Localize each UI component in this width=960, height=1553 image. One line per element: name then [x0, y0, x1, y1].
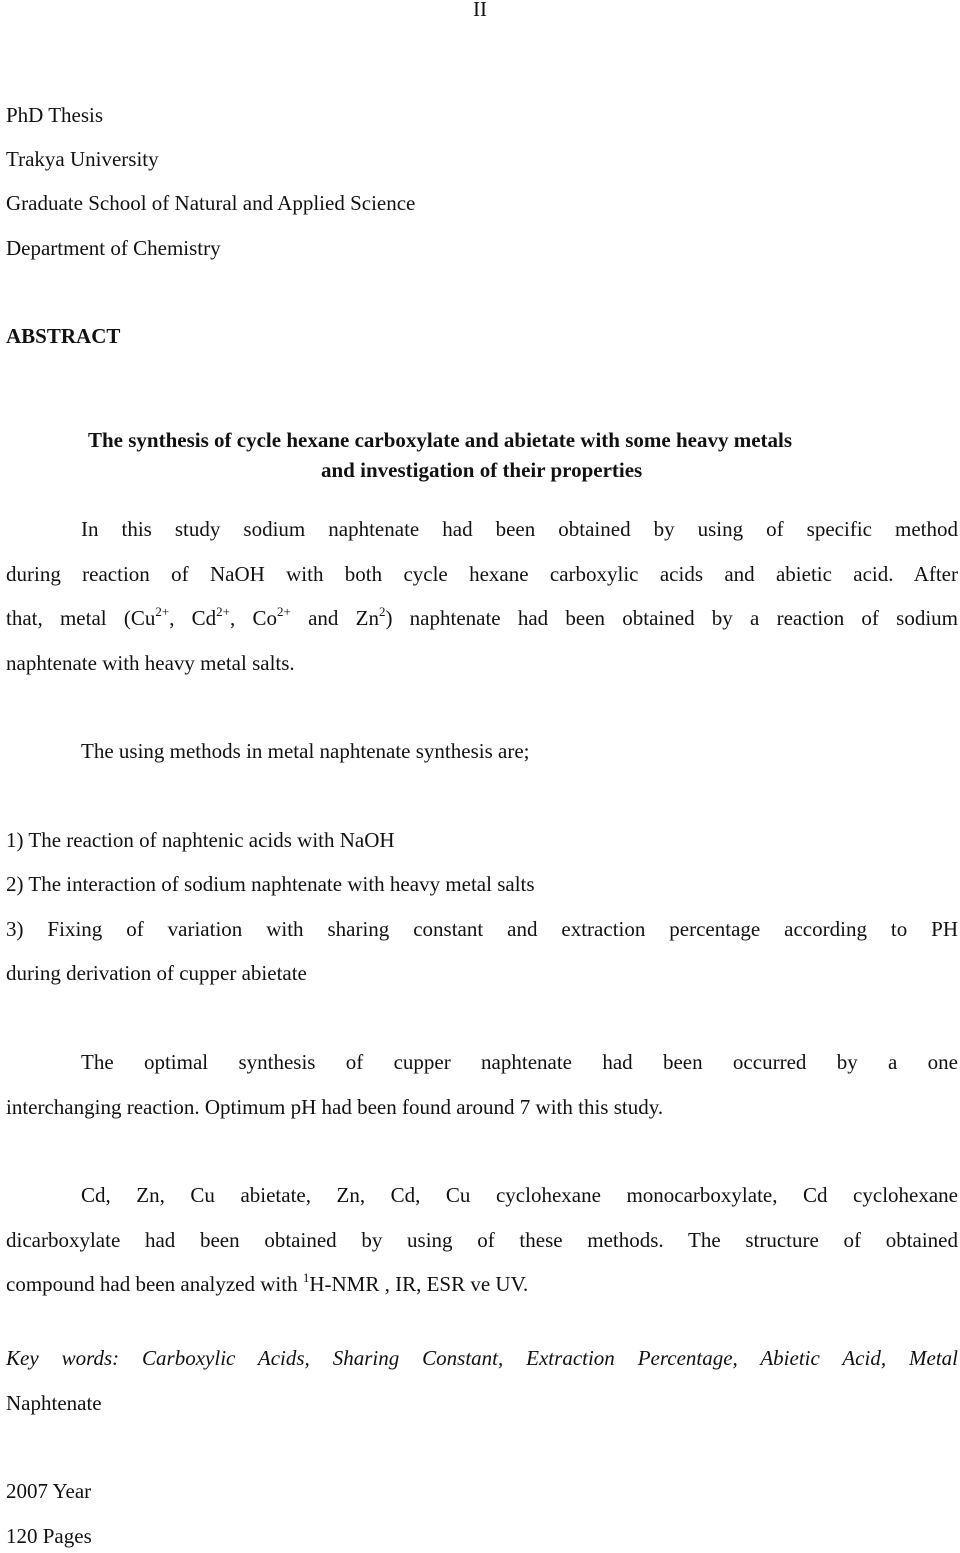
method-item-1: 1) The reaction of naphtenic acids with NaOH	[6, 828, 395, 852]
abstract-heading: ABSTRACT	[6, 324, 121, 348]
para3-line2: dicarboxylate had been obtained by using of these methods. The structure of obtained	[6, 1228, 958, 1252]
methods-intro: The using methods in metal naphtenate synthesis are;	[81, 739, 530, 763]
para1-line4: naphtenate with heavy metal salts.	[6, 651, 295, 675]
method-item-3-line1: 3) Fixing of variation with sharing constant and extraction percentage according to PH	[6, 917, 958, 941]
keywords-line1: Key words: Carboxylic Acids, Sharing Constant, Extraction Percentage, Abietic Acid, Metal	[6, 1346, 958, 1370]
para3-line3	[6, 1272, 528, 1297]
para1-line3-text: that, metal (Cu	[6, 606, 156, 630]
para1-line1: In this study sodium naphtenate had been obtained by using of specific method	[81, 517, 958, 541]
thesis-year: 2007 Year	[6, 1479, 92, 1503]
para2-line1: The optimal synthesis of cupper naphtenate had been occurred by a one	[81, 1050, 958, 1074]
charge-superscript: 2+	[277, 604, 291, 619]
page-count: 120 Pages	[6, 1524, 92, 1548]
para1-line3-text: and Zn	[290, 606, 379, 630]
para1-line3-text: , Cd	[169, 606, 217, 630]
university-name: Trakya University	[6, 147, 159, 171]
charge-superscript: 2+	[216, 604, 231, 619]
thesis-title-line2: and investigation of their properties	[321, 458, 643, 482]
method-item-2: 2) The interaction of sodium naphtenate with heavy metal salts	[6, 872, 535, 896]
para1-line3	[6, 606, 958, 631]
para1-line2: during reaction of NaOH with both cycle hexane carboxylic acids and abietic acid. After	[6, 562, 958, 586]
para1-line3-text: , Co	[230, 606, 277, 630]
charge-superscript: 2	[378, 604, 386, 619]
isotope-superscript: 1	[302, 1270, 310, 1285]
para3-line3-text: compound had been analyzed with	[6, 1272, 303, 1296]
para3-line1: Cd, Zn, Cu abietate, Zn, Cd, Cu cyclohexane monocarboxylate, Cd cyclohexane	[81, 1183, 958, 1207]
charge-superscript: 2+	[155, 604, 170, 619]
thesis-title-line1: The synthesis of cycle hexane carboxylate and abietate with some heavy metals	[88, 428, 793, 452]
thesis-type: PhD Thesis	[6, 103, 104, 127]
para1-line3-text: ) naphtenate had been obtained by a reaction of sodium	[385, 606, 958, 630]
para3-line3-text: H-NMR , IR, ESR ve UV.	[309, 1272, 529, 1296]
page-number: II	[473, 0, 487, 21]
department: Department of Chemistry	[6, 236, 221, 260]
method-item-3-line2: during derivation of cupper abietate	[6, 961, 307, 985]
para2-line2: interchanging reaction. Optimum pH had been found around 7 with this study.	[6, 1095, 664, 1119]
keywords-line2: Naphtenate	[6, 1391, 102, 1415]
graduate-school: Graduate School of Natural and Applied Science	[6, 191, 416, 215]
